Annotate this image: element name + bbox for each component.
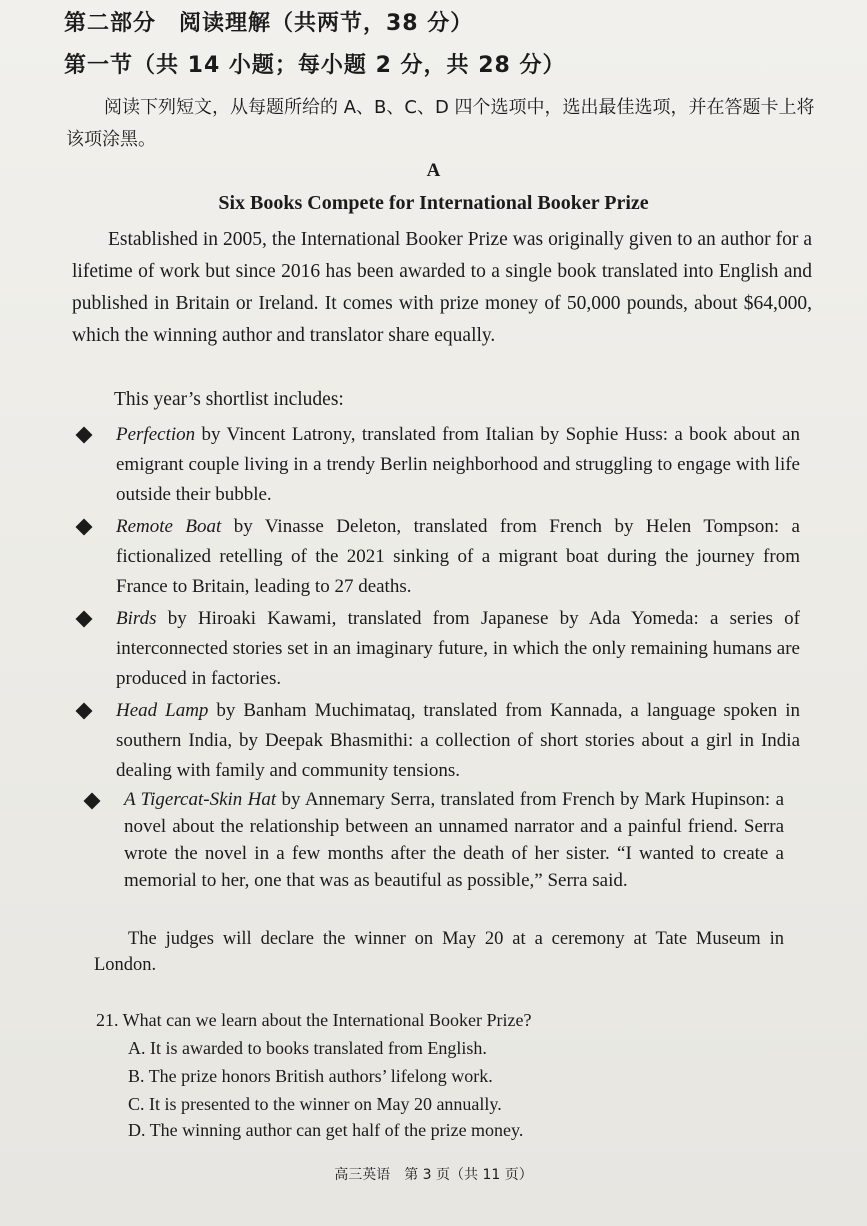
book-item — [124, 786, 784, 894]
option-b[interactable]: B. The prize honors British authors’ lifelong work. — [128, 1066, 493, 1086]
instructions: 阅读下列短文，从每题所给的 A、B、C、D 四个选项中，选出最佳选项，并在答题卡上将该项涂黑。 — [66, 97, 815, 150]
passage-title: Six Books Compete for International Booker Prize — [218, 192, 649, 214]
book-item — [116, 420, 800, 510]
option-c[interactable]: C. It is presented to the winner on May 20 annually. — [128, 1094, 502, 1114]
book-title: Birds — [116, 608, 157, 629]
closing-paragraph: The judges will declare the winner on May 20 at a ceremony at Tate Museum in London. — [94, 929, 784, 975]
book-description: by Banham Muchimataq, translated from Kannada, a language spoken in southern India, by Deepak Bhasmithi: a collection of short stories about a girl in India dealing with family and community tensions. — [116, 700, 800, 781]
book-title: Perfection — [116, 424, 196, 445]
book-title: A Tigercat-Skin Hat — [124, 789, 277, 810]
diamond-bullet-icon — [84, 793, 101, 810]
diamond-bullet-icon — [76, 703, 93, 720]
diamond-bullet-icon — [76, 611, 93, 628]
question-stem: 21. What can we learn about the International Booker Prize? — [96, 1010, 532, 1030]
option-d[interactable]: D. The winning author can get half of the prize money. — [128, 1120, 524, 1140]
book-description: by Vincent Latrony, translated from Italian by Sophie Huss: a book about an emigrant couple living in a trendy Berlin neighborhood and struggling to engage with life outside their bubble. — [116, 424, 800, 505]
intro-paragraph: Established in 2005, the International Booker Prize was originally given to an author for a lifetime of work but since 2016 has been awarded to a single book translated into English and published in Britain or Ireland. It comes with prize money of 50,000 pounds, about $64,000, which the winning author and translator share equally. — [72, 229, 812, 346]
part-title: 第二部分 阅读理解（共两节，38 分） — [64, 11, 474, 36]
book-title: Head Lamp — [116, 700, 209, 721]
section-title: 第一节（共 14 小题；每小题 2 分，共 28 分） — [64, 53, 566, 78]
book-item — [116, 696, 800, 786]
shortlist-intro: This year’s shortlist includes: — [114, 389, 344, 410]
diamond-bullet-icon — [76, 519, 93, 536]
book-description: by Vinasse Deleton, translated from French by Helen Tompson: a fictionalized retelling of the 2021 sinking of a migrant boat during the journey from France to Britain, leading to 27 deaths. — [116, 516, 800, 597]
diamond-bullet-icon — [76, 427, 93, 444]
book-description: by Annemary Serra, translated from French by Mark Hupinson: a novel about the relationship between an unnamed narrator and a painful friend. Serra wrote the novel in a few months after the death of her sister. “I wanted to create a memorial to her, one that was as beautiful as possible,” Serra said. — [124, 789, 785, 891]
book-item — [116, 512, 800, 602]
book-description: by Hiroaki Kawami, translated from Japanese by Ada Yomeda: a series of interconnected stories set in an imaginary future, in which the only remaining humans are produced in factories. — [116, 608, 800, 689]
book-item — [116, 604, 800, 694]
page-footer: 高三英语 第 3 页（共 11 页） — [334, 1167, 533, 1183]
book-title: Remote Boat — [116, 516, 222, 537]
passage-letter: A — [426, 160, 441, 181]
option-a[interactable]: A. It is awarded to books translated from English. — [128, 1038, 487, 1058]
